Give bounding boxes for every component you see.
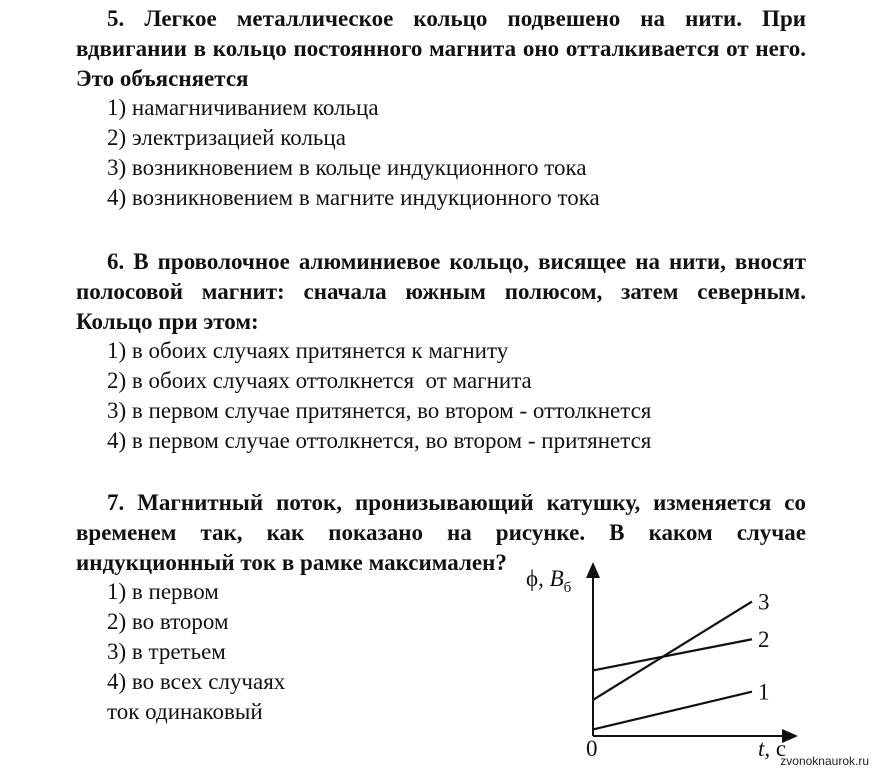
question-6 xyxy=(76,247,806,337)
series-line-1 xyxy=(593,692,752,730)
question-5-text: Легкое металлическое кольцо подвешено на нити. При вдвигании в кольцо постоянного магнита оно отталкивается от него. Это объясняется xyxy=(76,6,806,91)
q7-option-4: 4) во всех случаях xyxy=(107,669,286,694)
x-axis-label: t, c xyxy=(758,736,787,761)
series-line-2 xyxy=(593,639,752,670)
q7-option-1: 1) в первом xyxy=(107,579,219,604)
series-label-3: 3 xyxy=(758,589,770,615)
q7-option-2: 2) во втором xyxy=(107,609,229,634)
q5-option-1: 1) намагничиванием кольца xyxy=(107,95,379,120)
q6-option-2: 2) в обоих случаях оттолкнется от магнита xyxy=(107,368,532,393)
series-label-1: 1 xyxy=(758,679,770,705)
watermark: zvonoknaurok.ru xyxy=(780,754,869,768)
q6-option-4: 4) в первом случае оттолкнется, во втором - притянется xyxy=(107,428,652,453)
q7-option-3: 3) в третьем xyxy=(107,639,226,664)
question-5 xyxy=(76,4,806,94)
q7-option-4-cont: ток одинаковый xyxy=(107,699,263,724)
series-label-2: 2 xyxy=(758,627,770,653)
series-line-3 xyxy=(593,602,752,700)
q5-option-3: 3) возникновением в кольце индукционного тока xyxy=(107,155,587,180)
flux-time-chart xyxy=(520,556,810,761)
question-5-number: 5. xyxy=(107,6,125,31)
question-7-text: Магнитный поток, пронизывающий катушку, изменяется со временем так, как показано на рисунке. В каком случае индукционный ток в рамке максимален? xyxy=(76,490,807,575)
y-axis xyxy=(586,562,600,736)
y-axis-label: ϕ, $B_б$ xyxy=(526,566,572,596)
q5-option-4: 4) возникновением в магните индукционного тока xyxy=(107,185,600,210)
q6-option-1: 1) в обоих случаях притянется к магниту xyxy=(107,338,509,363)
question-6-number: 6. xyxy=(107,249,125,274)
q6-option-3: 3) в первом случае притянется, во втором - оттолкнется xyxy=(107,398,652,423)
q5-option-2: 2) электризацией кольца xyxy=(107,125,346,150)
question-7-number: 7. xyxy=(107,490,125,515)
origin-label: 0 xyxy=(586,736,598,761)
question-6-text: В проволочное алюминиевое кольцо, висящее на нити, вносят полосовой магнит: сначала южным полюсом, затем северным. Кольцо при этом: xyxy=(76,249,807,334)
